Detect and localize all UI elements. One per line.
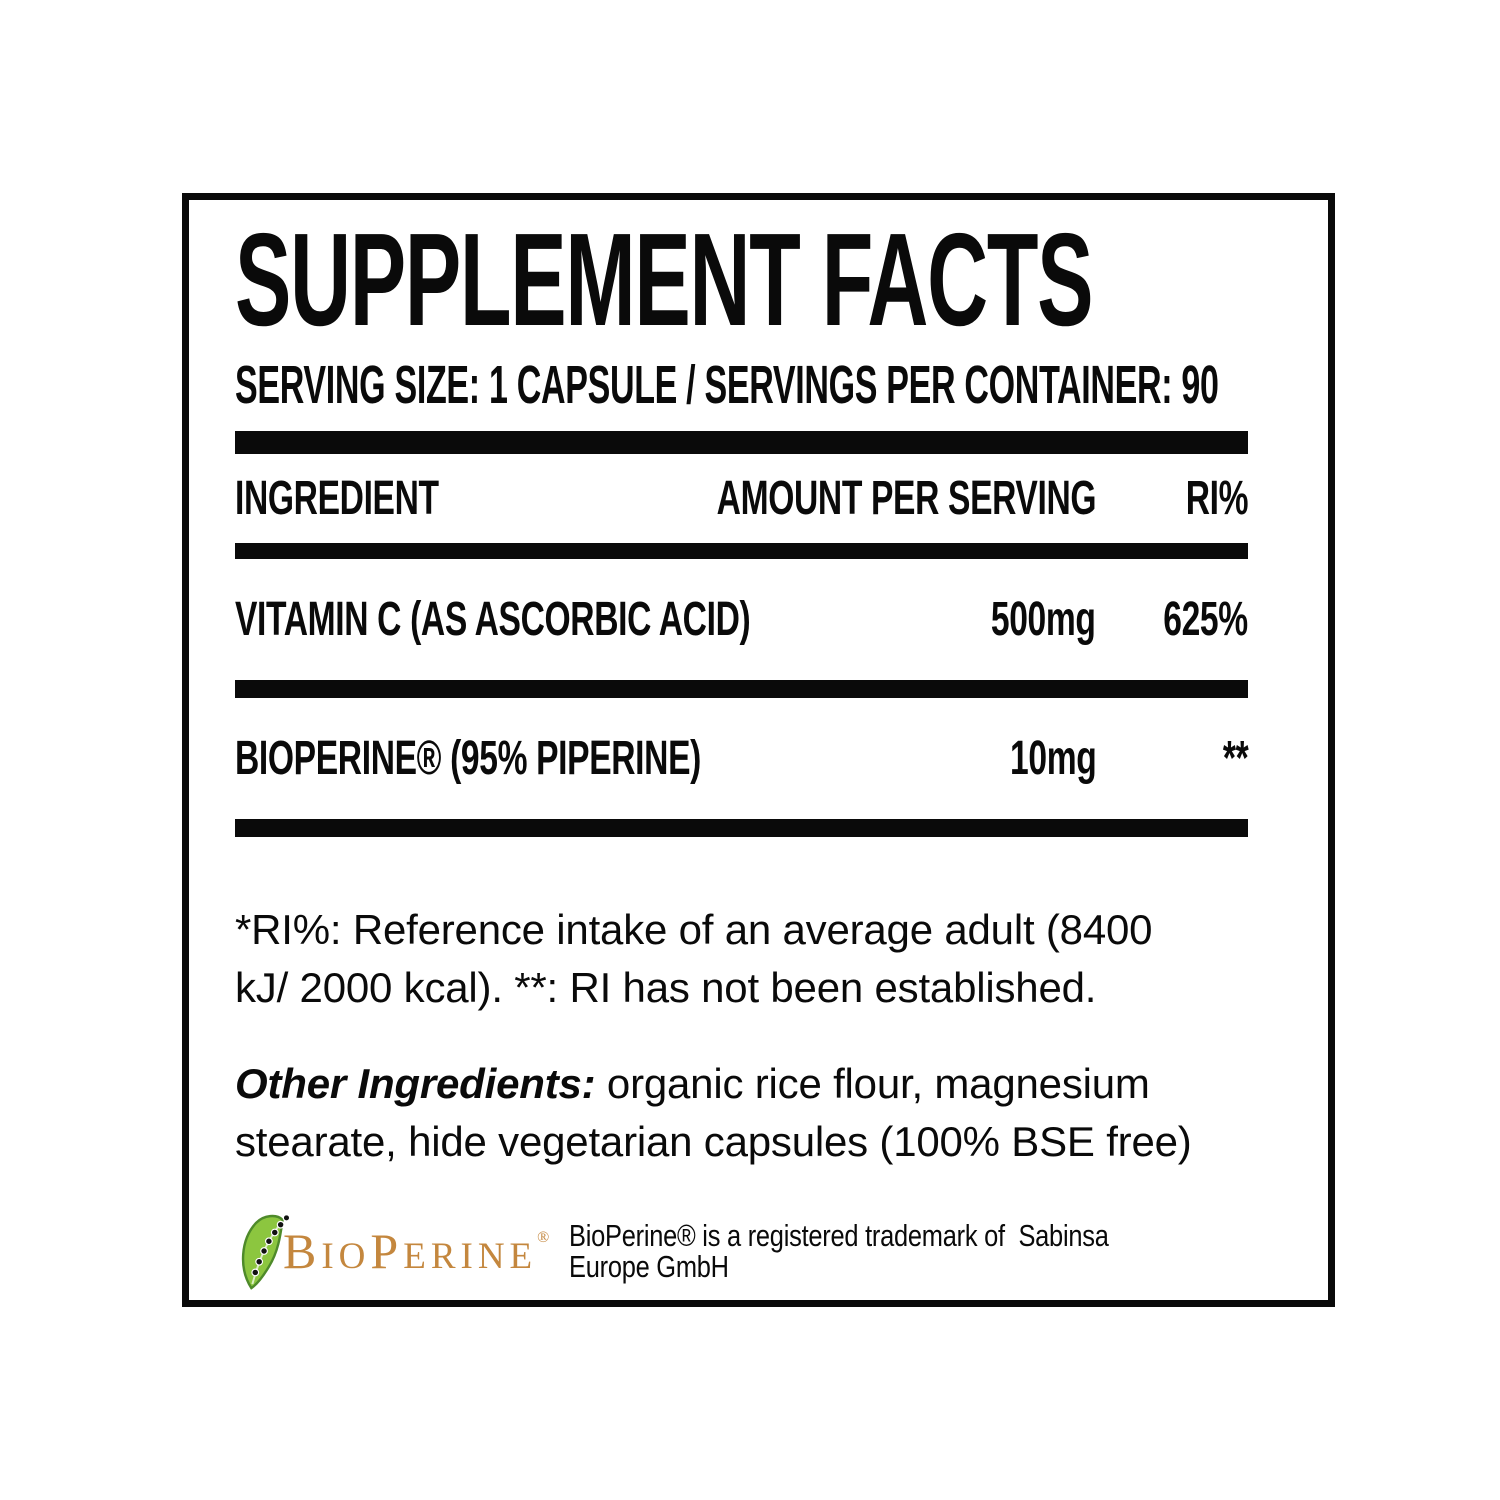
other-ingredients-line-2: stearate, hide vegetarian capsules (100% BSE free) [235, 1118, 1192, 1166]
table-header-row [235, 454, 1248, 543]
divider-bar-mid [235, 680, 1248, 698]
ri-value: ** [1222, 732, 1248, 786]
footnote-line-2: kJ/ 2000 kcal). **: RI has not been established. [235, 964, 1097, 1012]
page-title-text: SUPPLEMENT FACTS [235, 206, 1093, 353]
other-ingredients-list-part-1: organic rice flour, magnesium [595, 1060, 1150, 1108]
amount-value: 500mg [991, 593, 1096, 647]
ingredient-name-cell [235, 592, 851, 647]
header-ingredient-label: INGREDIENT [235, 472, 439, 526]
supplement-facts-label [182, 193, 1335, 1307]
ingredient-row-vitamin-c [235, 559, 1248, 680]
header-amount-cell [716, 471, 1096, 526]
ingredient-name: BIOPERINE® (95% PIPERINE) [235, 732, 701, 786]
divider-bar-under-header [235, 543, 1248, 559]
footnote-line-1: *RI%: Reference intake of an average adult (8400 [235, 906, 1153, 954]
other-ingredients-line-1 [235, 1055, 1248, 1113]
amount-value: 10mg [1009, 732, 1096, 786]
footnote-text [235, 901, 1248, 1017]
bioperine-attribution-row [235, 1211, 1248, 1291]
header-ri-cell [1096, 471, 1248, 526]
amount-cell [851, 592, 1096, 647]
bioperine-wordmark: BIOPERINE® [283, 1223, 550, 1280]
ingredient-row-bioperine [235, 698, 1248, 819]
other-ingredients-text [235, 1055, 1248, 1171]
amount-cell [851, 731, 1096, 786]
registered-mark-icon: ® [537, 1229, 550, 1247]
serving-size-text: SERVING SIZE: 1 CAPSULE / SERVINGS PER CONTAINER: 90 [235, 355, 1219, 415]
ri-cell [1096, 731, 1248, 786]
ri-value: 625% [1163, 593, 1248, 647]
trademark-text: BioPerine® is a registered trademark of Sabinsa Europe GmbH [569, 1218, 1116, 1285]
trademark-statement [569, 1218, 1248, 1285]
serving-size-line [235, 356, 1248, 415]
divider-bar-top [235, 431, 1248, 454]
ingredient-name: VITAMIN C (AS ASCORBIC ACID) [235, 593, 751, 647]
divider-bar-bottom [235, 819, 1248, 837]
other-ingredients-label: Other Ingredients: [235, 1060, 596, 1108]
ingredient-name-cell [235, 731, 851, 786]
ri-cell [1096, 592, 1248, 647]
header-ri-label: RI% [1185, 472, 1248, 526]
page-title [235, 206, 1248, 353]
header-amount-label: AMOUNT PER SERVING [716, 472, 1096, 526]
